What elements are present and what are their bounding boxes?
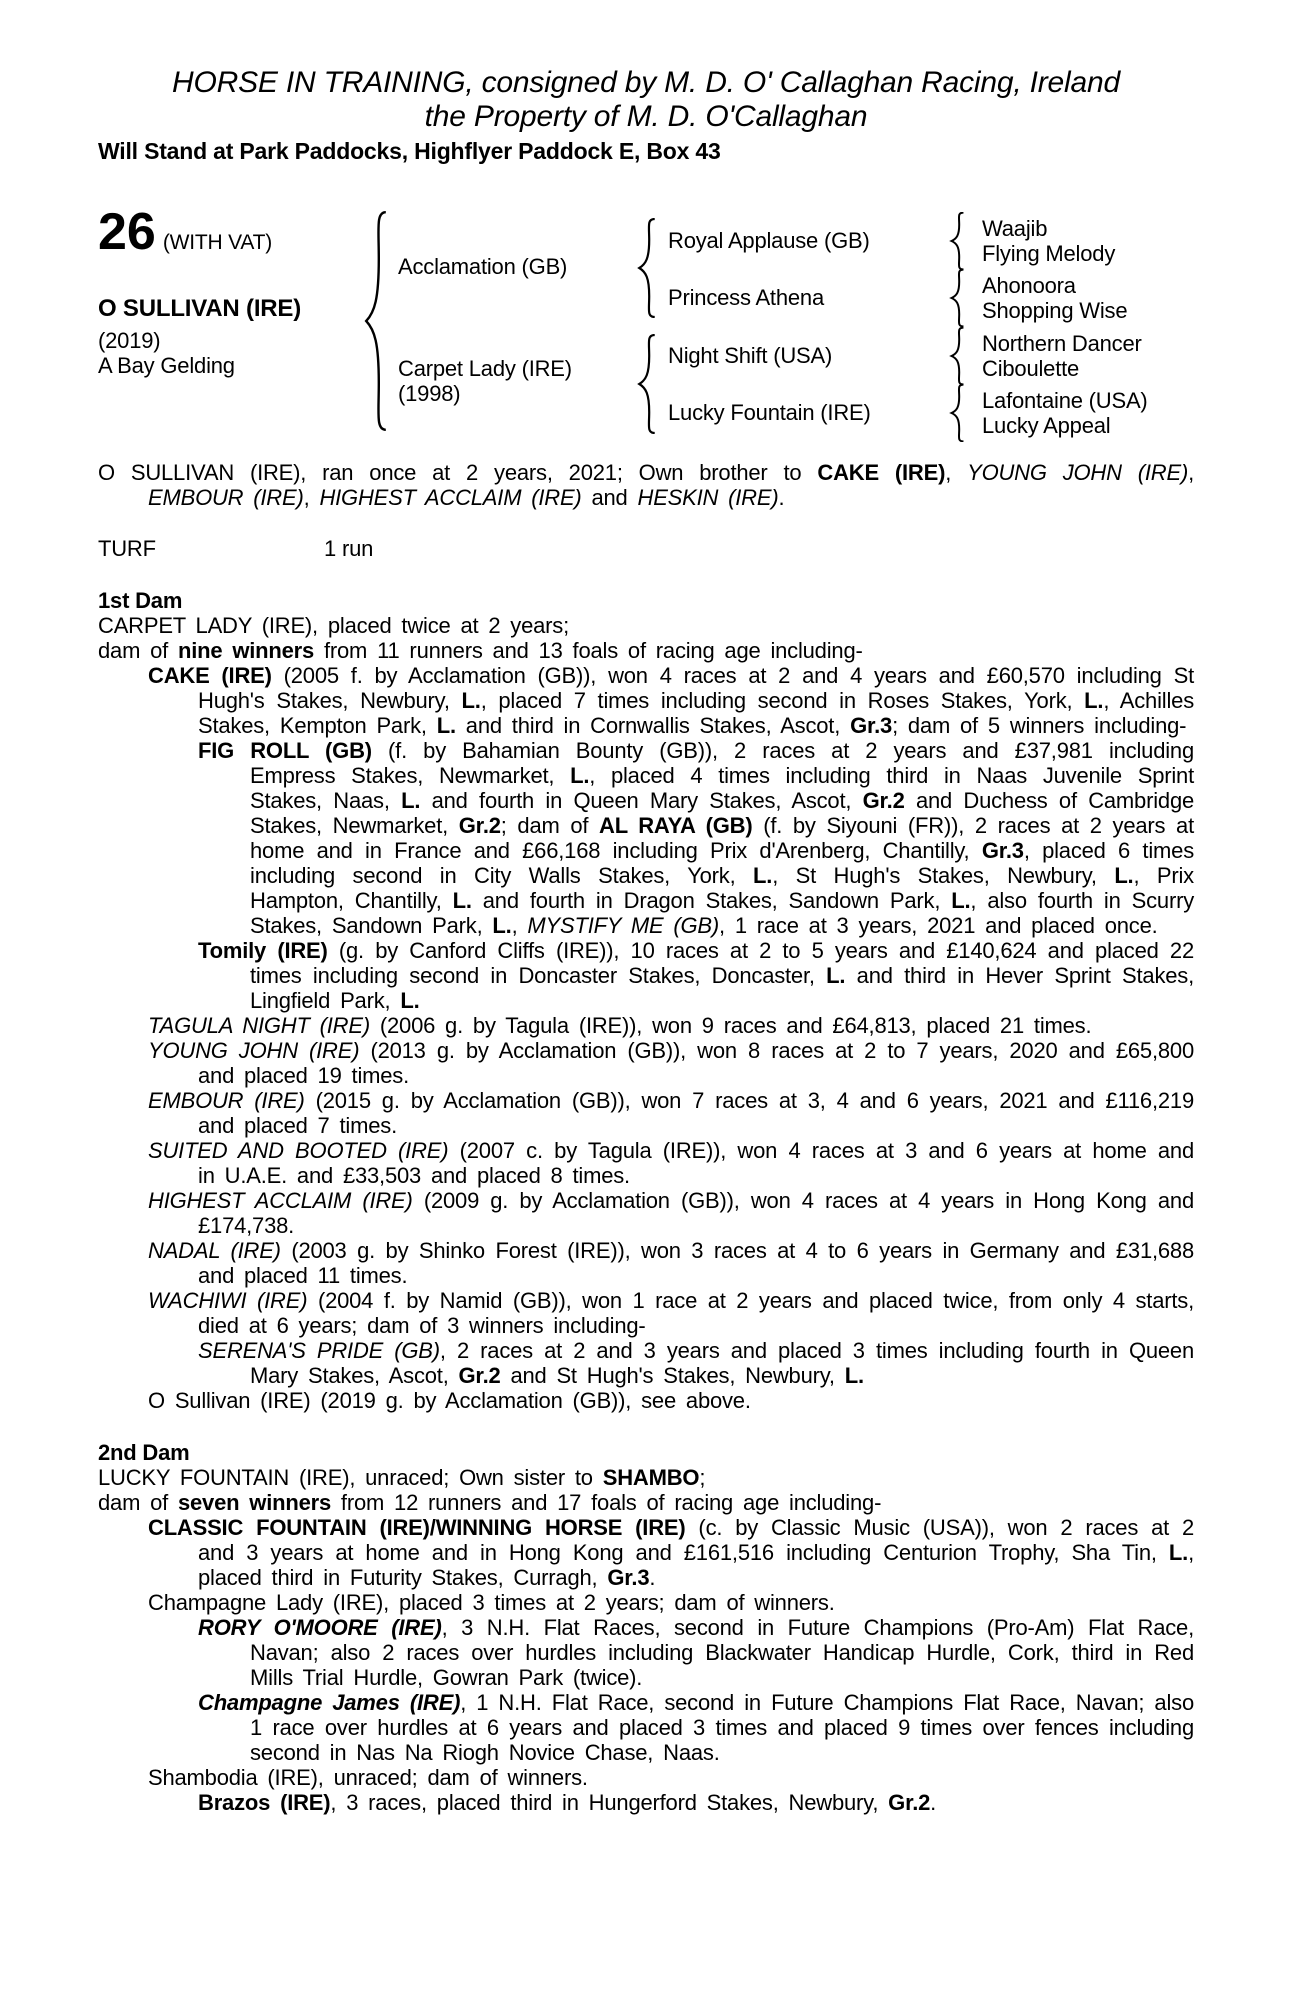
text-run: L. [1168, 1540, 1189, 1565]
text-run: L. [492, 913, 512, 938]
text-run: dam of [98, 638, 178, 663]
text-run: L. [570, 763, 590, 788]
catalogue-paragraph [98, 1790, 1194, 1815]
dam-dam-name: Lucky Fountain (IRE) [668, 400, 871, 425]
catalogue-paragraph [98, 1288, 1194, 1338]
text-run: , [511, 913, 528, 938]
text-run: , 3 races, placed third in Hungerford Stakes, Newbury, [330, 1790, 889, 1815]
text-run: RORY O'MOORE (IRE) [198, 1615, 442, 1640]
text-run: CLASSIC FOUNTAIN (IRE)/WINNING HORSE (IRE) [148, 1515, 686, 1540]
consignor-line: HORSE IN TRAINING, consigned by M. D. O' Callaghan Racing, Ireland [172, 66, 1120, 99]
text-run: Gr.2 [862, 788, 905, 813]
text-run: and third in Cornwallis Stakes, Ascot, [455, 713, 851, 738]
section-heading: 2nd Dam [98, 1440, 190, 1465]
horse-description: A Bay Gelding [98, 353, 235, 378]
pedigree-sections [98, 588, 1194, 1815]
text-run: , placed third in Futurity Stakes, Curragh, [198, 1540, 1194, 1590]
text-run: L. [401, 788, 421, 813]
text-run: SUITED AND BOOTED (IRE) [148, 1138, 449, 1163]
text-run: and third in Hever Sprint Stakes, Lingfield Park, [250, 963, 1194, 1013]
vat-label: (WITH VAT) [162, 231, 273, 254]
catalogue-paragraph [98, 663, 1194, 738]
text-run: TAGULA NIGHT (IRE) [148, 1013, 370, 1038]
text-run: Gr.3 [607, 1565, 650, 1590]
text-run: seven winners [177, 1490, 332, 1515]
text-run: . [649, 1565, 656, 1590]
text-run: CARPET LADY (IRE), placed twice at 2 years; [98, 613, 569, 638]
catalogue-paragraph [98, 1188, 1194, 1238]
race-summary [98, 460, 1194, 510]
text-run: , 2 races at 2 and 3 years and placed 3 times including fourth in Queen Mary Stakes, Ascot, [250, 1338, 1194, 1388]
record-runs-value: 1 run [324, 536, 374, 561]
text-run: (2009 g. by Acclamation (GB)), won 4 races at 4 years in Hong Kong and £174,738. [198, 1188, 1195, 1238]
text-run: (2015 g. by Acclamation (GB)), won 7 races at 3, 4 and 6 years, 2021 and £116,219 and placed 7 times. [198, 1088, 1194, 1138]
pedigree-brace-sire [636, 218, 658, 318]
race-record [98, 536, 1194, 561]
catalogue-paragraph [98, 1490, 1194, 1515]
text-run: ; [699, 1465, 706, 1490]
pedigree-brace-gen3 [949, 327, 966, 385]
text-run: Champagne Lady (IRE), placed 3 times at 2 years; dam of winners. [148, 1590, 835, 1615]
text-run: HIGHEST ACCLAIM (IRE) [319, 485, 582, 510]
sire-dam-sire-name: Ahonoora [982, 273, 1076, 298]
lot-number: 26 [98, 203, 156, 261]
text-run: dam of [98, 1490, 178, 1515]
text-run: , St Hugh's Stakes, Newbury, [772, 863, 1115, 888]
page-header [98, 66, 1194, 166]
text-run: L. [1114, 863, 1134, 888]
text-run: , Prix Hampton, Chantilly, [250, 863, 1194, 913]
text-run: from 11 runners and 13 foals of racing age including- [314, 638, 863, 663]
text-run: (2013 g. by Acclamation (GB)), won 8 races at 2 to 7 years, 2020 and £65,800 and placed 19 times. [198, 1038, 1194, 1088]
text-run: O Sullivan (IRE) (2019 g. by Acclamation (GB)), see above. [148, 1388, 751, 1413]
text-run: SERENA'S PRIDE (GB) [198, 1338, 440, 1363]
dam-year: (1998) [398, 381, 461, 406]
text-run: CAKE (IRE) [817, 460, 946, 485]
text-run: YOUNG JOHN (IRE) [967, 460, 1189, 485]
text-run: MYSTIFY ME (GB) [527, 913, 719, 938]
text-run: L. [461, 688, 481, 713]
text-run: L. [826, 963, 846, 988]
record-surface-label: TURF [98, 536, 156, 561]
text-run: (f. by Bahamian Bounty (GB)), 2 races at 2 years and £37,981 including Empress Stakes, Newmarket, [250, 738, 1194, 788]
text-run: . [930, 1790, 937, 1815]
catalogue-paragraph [98, 613, 1194, 638]
catalogue-paragraph [98, 1238, 1194, 1288]
text-run: and fourth in Dragon Stakes, Sandown Park, [471, 888, 952, 913]
pedigree-brace-gen3 [949, 269, 966, 327]
text-run: Brazos (IRE) [198, 1790, 331, 1815]
dam-sire-dam-name: Ciboulette [982, 356, 1080, 381]
sire-sire-sire-name: Waajib [982, 216, 1048, 241]
text-run: L. [753, 863, 773, 888]
text-run: SHAMBO [602, 1465, 700, 1490]
text-run: L. [1084, 688, 1104, 713]
text-run: L. [844, 1363, 864, 1388]
sire-sire-name: Royal Applause (GB) [668, 228, 870, 253]
catalogue-paragraph [98, 1615, 1194, 1690]
pedigree-table [98, 203, 1194, 446]
text-run: , 1 race at 3 years, 2021 and placed once. [719, 913, 1158, 938]
text-run: O SULLIVAN (IRE), ran once at 2 years, 2021; Own brother to [98, 460, 818, 485]
text-run: LUCKY FOUNTAIN (IRE), unraced; Own sister to [98, 1465, 603, 1490]
dam-sire-name: Night Shift (USA) [668, 343, 833, 368]
text-run: L. [436, 713, 456, 738]
text-run: , also fourth in Scurry Stakes, Sandown Park, [250, 888, 1194, 938]
dam-sire-sire-name: Northern Dancer [982, 331, 1142, 356]
text-run: HESKIN (IRE) [637, 485, 779, 510]
text-run: , [1188, 460, 1194, 485]
text-run: YOUNG JOHN (IRE) [148, 1038, 360, 1063]
text-run: , 3 N.H. Flat Races, second in Future Champions (Pro-Am) Flat Race, Navan; also 2 races over hurdles including Blackwater Handicap Hurdle, Cork, third in Red Mills Trial Hurdle, Gowran Park (twice). [250, 1615, 1194, 1690]
catalogue-paragraph [98, 460, 1194, 510]
text-run: and [581, 485, 638, 510]
catalogue-paragraph [98, 1515, 1194, 1590]
catalogue-paragraph [98, 1013, 1194, 1038]
stabling-line: Will Stand at Park Paddocks, Highflyer Paddock E, Box 43 [98, 138, 721, 164]
text-run: Gr.2 [458, 813, 501, 838]
text-run: (f. by Siyouni (FR)), 2 races at 2 years at home and in France and £66,168 including Prix d'Arenberg, Chantilly, [250, 813, 1194, 863]
text-run: and fourth in Queen Mary Stakes, Ascot, [420, 788, 863, 813]
text-run: , 1 N.H. Flat Race, second in Future Champions Flat Race, Navan; also 1 race over hurdles at 6 years and placed 3 times and placed 9 times over fences including second in Nas Na Riogh Novice Chase, Naas. [250, 1690, 1194, 1765]
pedigree-brace-main [362, 210, 390, 432]
sire-name: Acclamation (GB) [398, 254, 568, 279]
catalogue-paragraph [98, 1690, 1194, 1765]
text-run: , placed 6 times including second in City Walls Stakes, York, [250, 838, 1194, 888]
text-run: Gr.3 [981, 838, 1024, 863]
text-run: WACHIWI (IRE) [148, 1288, 308, 1313]
text-run: (2005 f. by Acclamation (GB)), won 4 races at 2 and 4 years and £60,570 including St Hugh's Stakes, Newbury, [198, 663, 1194, 713]
catalogue-paragraph [98, 1038, 1194, 1088]
text-run: , [303, 485, 320, 510]
foaling-year: (2019) [98, 328, 161, 353]
dam-name: Carpet Lady (IRE) [398, 356, 572, 381]
text-run: L. [400, 988, 420, 1013]
text-run: L. [951, 888, 971, 913]
text-run: Tomily (IRE) [198, 938, 328, 963]
property-line: the Property of M. D. O'Callaghan [424, 100, 868, 133]
text-run: Gr.2 [888, 1790, 931, 1815]
dam-dam-dam-name: Lucky Appeal [982, 413, 1111, 438]
text-run: (2004 f. by Namid (GB)), won 1 race at 2 years and placed twice, from only 4 starts, died at 6 years; dam of 3 winners including- [198, 1288, 1194, 1338]
text-run: FIG ROLL (GB) [198, 738, 372, 763]
text-run: Champagne James (IRE) [198, 1690, 461, 1715]
text-run: , Achilles Stakes, Kempton Park, [198, 688, 1194, 738]
text-run: (c. by Classic Music (USA)), won 2 races at 2 and 3 years at home and in Hong Kong and £161,516 including Centurion Trophy, Sha Tin, [198, 1515, 1194, 1565]
text-run: ; dam of 5 winners including- [892, 713, 1187, 738]
text-run: . [778, 485, 785, 510]
text-run: (g. by Canford Cliffs (IRE)), 10 races at 2 to 5 years and £140,624 and placed 22 times including second in Doncaster Stakes, Doncaster, [250, 938, 1194, 988]
text-run: from 12 runners and 17 foals of racing age including- [331, 1490, 882, 1515]
text-run: L. [452, 888, 472, 913]
catalogue-paragraph [98, 638, 1194, 663]
horse-name: O SULLIVAN (IRE) [98, 295, 302, 322]
lot-header [98, 203, 273, 261]
pedigree-brace-gen3 [949, 384, 966, 442]
catalogue-paragraph [98, 1338, 1194, 1388]
text-run: (2007 c. by Tagula (IRE)), won 4 races at 3 and 6 years at home and in U.A.E. and £33,503 and placed 8 times. [198, 1138, 1194, 1188]
catalogue-paragraph [98, 738, 1194, 938]
sire-dam-dam-name: Shopping Wise [982, 298, 1128, 323]
text-run: Gr.3 [850, 713, 893, 738]
text-run: (2006 g. by Tagula (IRE)), won 9 races and £64,813, placed 21 times. [369, 1013, 1092, 1038]
catalogue-paragraph [98, 1590, 1194, 1615]
text-run: NADAL (IRE) [148, 1238, 281, 1263]
catalogue-paragraph [98, 1765, 1194, 1790]
text-run: (2003 g. by Shinko Forest (IRE)), won 3 races at 4 to 6 years in Germany and £31,688 and placed 11 times. [198, 1238, 1195, 1288]
catalogue-paragraph [98, 938, 1194, 1013]
text-run: HIGHEST ACCLAIM (IRE) [148, 1188, 413, 1213]
text-run: and Duchess of Cambridge Stakes, Newmarket, [250, 788, 1195, 838]
catalogue-paragraph [98, 1138, 1194, 1188]
sire-sire-dam-name: Flying Melody [982, 241, 1116, 266]
text-run: EMBOUR (IRE) [148, 485, 304, 510]
sire-dam-name: Princess Athena [668, 285, 824, 310]
pedigree-brace-gen3 [949, 212, 966, 270]
text-run: AL RAYA (GB) [599, 813, 753, 838]
text-run: Shambodia (IRE), unraced; dam of winners. [148, 1765, 588, 1790]
text-run: , placed 4 times including third in Naas Juvenile Sprint Stakes, Naas, [250, 763, 1194, 813]
text-run: EMBOUR (IRE) [148, 1088, 305, 1113]
text-run: CAKE (IRE) [148, 663, 272, 688]
text-run: nine winners [177, 638, 315, 663]
catalogue-paragraph [98, 1465, 1194, 1490]
pedigree-brace-dam [636, 334, 658, 434]
section-heading: 1st Dam [98, 588, 183, 613]
text-run: Gr.2 [458, 1363, 501, 1388]
text-run: , [945, 460, 968, 485]
text-run: , placed 7 times including second in Roses Stakes, York, [480, 688, 1085, 713]
text-run: ; dam of [500, 813, 599, 838]
catalogue-paragraph [98, 1388, 1194, 1413]
dam-dam-sire-name: Lafontaine (USA) [982, 388, 1148, 413]
text-run: and St Hugh's Stakes, Newbury, [500, 1363, 845, 1388]
catalogue-paragraph [98, 1088, 1194, 1138]
